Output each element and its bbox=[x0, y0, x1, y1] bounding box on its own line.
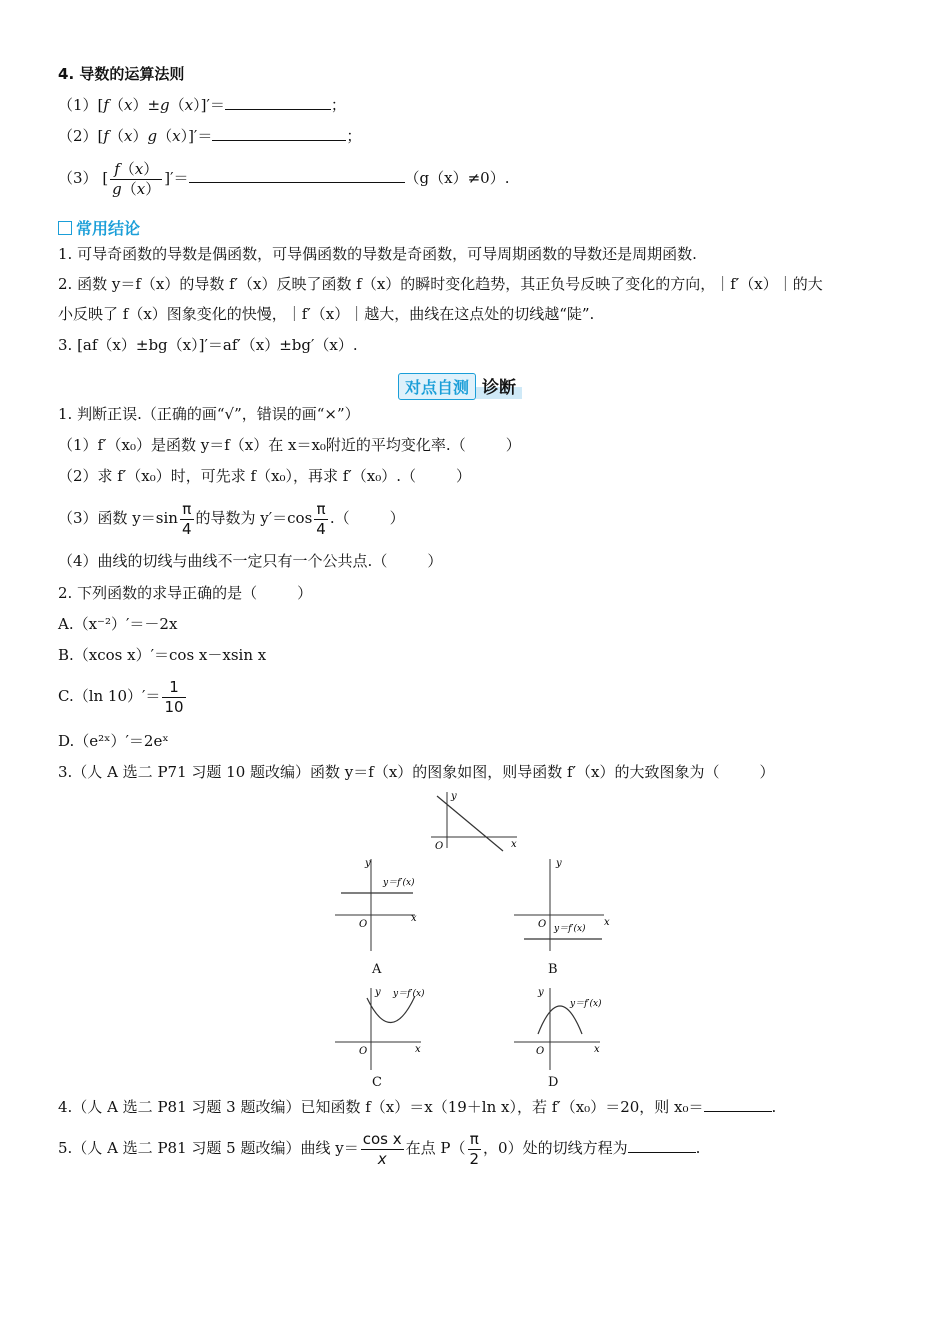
svg-text:x: x bbox=[411, 913, 417, 924]
svg-text:y: y bbox=[451, 791, 457, 802]
svg-text:x: x bbox=[604, 917, 610, 928]
rule-1: （1）[f（x）±g（x）]′＝ ； bbox=[58, 96, 346, 114]
self-test-banner bbox=[398, 372, 522, 398]
q4: 4.（人 A 选二 P81 习题 3 题改编）已知函数 f（x）＝x（19＋ln x），若 f′（x₀）＝20，则 x₀＝ . bbox=[58, 1098, 777, 1116]
svg-text:y: y bbox=[538, 987, 544, 998]
q3-stem: 3.（人 A 选二 P71 习题 10 题改编）函数 y＝f（x）的图象如图，则导函数 f′（x）的大致图象为（ ） bbox=[58, 763, 775, 781]
svg-text:y: y bbox=[375, 987, 381, 998]
svg-text:y＝f′(x): y＝f′(x) bbox=[570, 999, 602, 1009]
label-c: C bbox=[372, 1075, 382, 1090]
banner-word: 诊断 bbox=[476, 372, 522, 399]
svg-text:y: y bbox=[556, 858, 562, 869]
graph-option-d[interactable] bbox=[512, 984, 624, 1074]
svg-text:O: O bbox=[538, 919, 547, 930]
conclusion-2a: 2. 函数 y＝f（x）的导数 f′（x）反映了函数 f（x）的瞬时变化趋势，其正负号反映了变化的方向，｜f′（x）｜的大 bbox=[58, 275, 823, 293]
banner-tag: 对点自测 bbox=[398, 373, 476, 400]
q2-option-d: D.（e²ˣ）′＝2eˣ bbox=[58, 732, 169, 750]
q1-item-1: （1）f′（x₀）是函数 y＝f（x）在 x＝x₀附近的平均变化率.（ ） bbox=[58, 436, 521, 454]
svg-text:x: x bbox=[415, 1044, 421, 1055]
rule-3-blank[interactable] bbox=[189, 168, 405, 183]
label-a: A bbox=[372, 962, 382, 977]
q2-option-c: C.（ln 10）′＝ $\frac{1}{10}$ bbox=[58, 677, 184, 716]
q5: 5.（人 A 选二 P81 习题 5 题改编）曲线 y＝ $\frac{\text{cos x}}{x}$ 在点 P（ $\frac{\pi}{2}$ ，0）处的切线方程为 . bbox=[58, 1129, 701, 1168]
q2-option-b: B.（xcos x）′＝cos x－xsin x bbox=[58, 646, 267, 664]
q1-item-4: （4）曲线的切线与曲线不一定只有一个公共点.（ ） bbox=[58, 552, 443, 570]
rules-heading-num: 4 bbox=[58, 65, 69, 83]
main-graph bbox=[425, 788, 525, 854]
conclusions-title: 常用结论 bbox=[58, 216, 140, 239]
conclusion-1: 1. 可导奇函数的导数是偶函数，可导偶函数的导数是奇函数，可导周期函数的导数还是周期函数. bbox=[58, 245, 697, 263]
graph-option-b[interactable] bbox=[512, 855, 616, 955]
svg-text:x: x bbox=[594, 1044, 600, 1055]
graph-option-a[interactable] bbox=[333, 855, 433, 955]
svg-text:y＝f′(x): y＝f′(x) bbox=[393, 989, 425, 999]
rules-heading-text: . 导数的运算法则 bbox=[68, 65, 185, 83]
svg-text:O: O bbox=[359, 919, 368, 930]
q1-item-2: （2）求 f′（x₀）时，可先求 f（x₀），再求 f′（x₀）.（ ） bbox=[58, 467, 472, 485]
svg-text:x: x bbox=[511, 839, 517, 850]
derivative-curve bbox=[367, 996, 415, 1023]
conclusion-3: 3. [af（x）±bg（x）]′＝af′（x）±bg′（x）. bbox=[58, 336, 358, 354]
q5-blank[interactable] bbox=[628, 1138, 696, 1153]
rule-3: （3） [ $\frac{f(x)}{g(x)}$ ]′＝ （g（x）≠0）. bbox=[58, 159, 510, 198]
svg-text:y＝f′(x): y＝f′(x) bbox=[554, 924, 586, 934]
rule-1-blank[interactable] bbox=[225, 95, 331, 110]
q2-option-a: A.（x⁻²）′＝－2x bbox=[58, 615, 178, 633]
conclusion-2b: 小反映了 f（x）图象变化的快慢，｜f′（x）｜越大，曲线在这点处的切线越“陡”. bbox=[58, 305, 595, 323]
checkbox-icon bbox=[58, 221, 72, 235]
q2-stem: 2. 下列函数的求导正确的是（ ） bbox=[58, 584, 313, 602]
rule-2-blank[interactable] bbox=[212, 126, 346, 141]
svg-text:O: O bbox=[435, 841, 444, 852]
rules-heading bbox=[58, 64, 184, 84]
q1-item-3: （3）函数 y＝sin $\frac{\pi}{4}$ 的导数为 y′＝cos $\frac{\pi}{4}$ .（ ） bbox=[58, 499, 405, 538]
graph-option-c[interactable] bbox=[333, 984, 445, 1074]
label-b: B bbox=[548, 962, 558, 977]
derivative-curve bbox=[538, 1006, 582, 1034]
svg-text:O: O bbox=[359, 1046, 368, 1057]
q1-stem: 1. 判断正误.（正确的画“√”，错误的画“×”） bbox=[58, 405, 360, 423]
label-d: D bbox=[548, 1075, 559, 1090]
svg-text:y＝f′(x): y＝f′(x) bbox=[383, 878, 415, 888]
rule-2: （2）[f（x）g（x）]′＝ ； bbox=[58, 127, 362, 145]
svg-text:y: y bbox=[365, 858, 371, 869]
svg-text:O: O bbox=[536, 1046, 545, 1057]
q4-blank[interactable] bbox=[704, 1097, 772, 1112]
